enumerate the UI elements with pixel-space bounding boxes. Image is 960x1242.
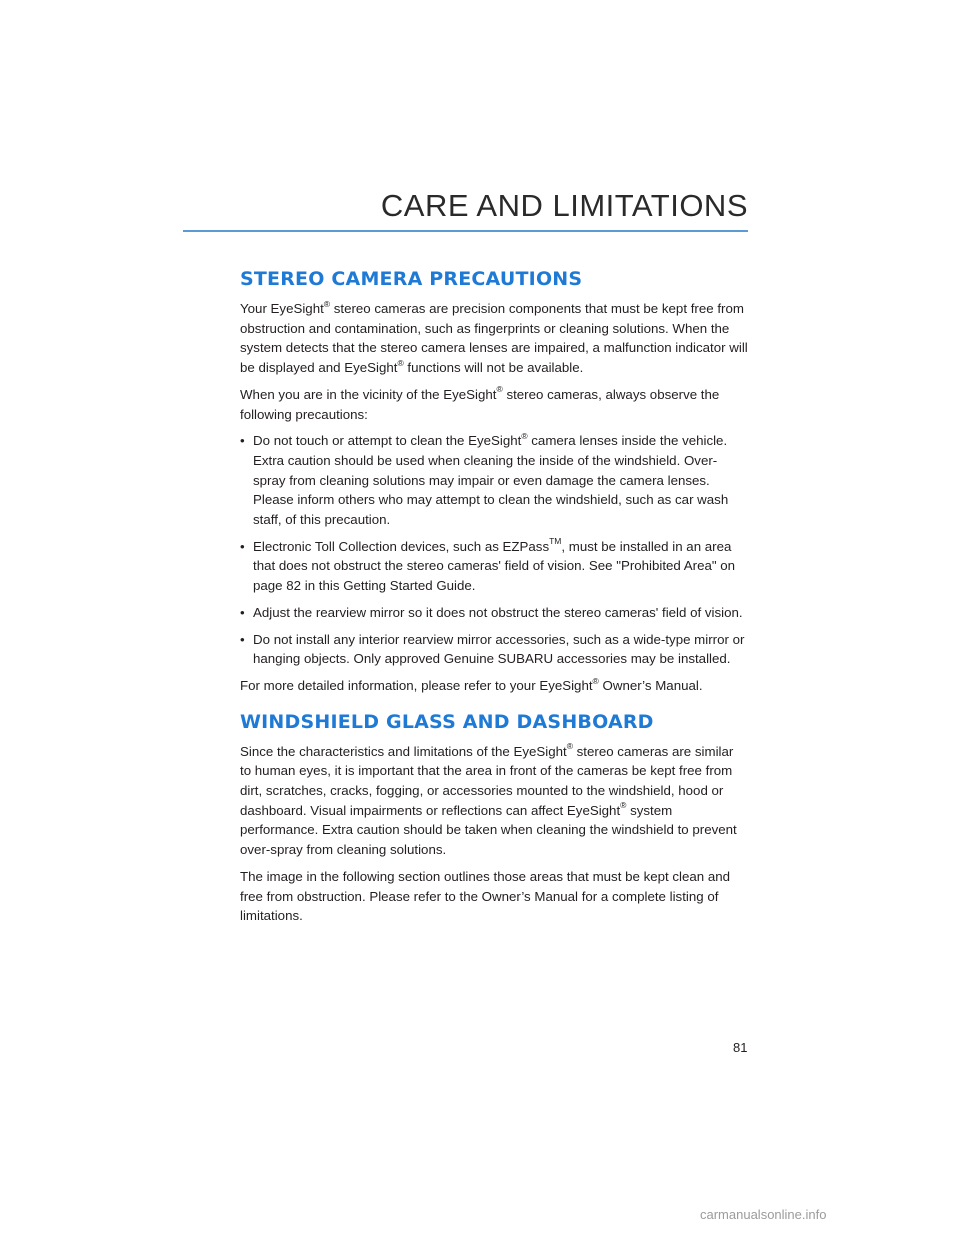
section-title: CARE AND LIMITATIONS [380,188,748,223]
list-item: • Adjust the rearview mirror so it does not obstruct the stereo cameras' field of vision. [240,603,748,623]
registered-mark: ® [496,384,503,395]
registered-mark: ® [397,357,404,368]
header-divider [183,230,748,232]
page-content [240,266,748,933]
list-item: • Do not install any interior rearview mirror accessories, such as a wide-type mirror or hanging objects. Only approved Genuine SUBARU accessories may be installed. [240,630,748,669]
registered-mark: ® [592,675,599,686]
page-number: 81 [733,1040,748,1055]
watermark: carmanualsonline.info [700,1207,827,1222]
registered-mark: ® [521,430,528,441]
heading-stereo-camera-precautions: STEREO CAMERA PRECAUTIONS [240,268,583,290]
heading-windshield-glass-and-dashboard: WINDSHIELD GLASS AND DASHBOARD [240,710,654,733]
paragraph-image-note: The image in the following section outlines those areas that must be kept clean and free from obstruction. Please refer to the Owner’s Manual for a complete listing of limitations. [240,868,731,924]
paragraph-intro: Your EyeSight® stereo cameras are precision components that must be kept free from obstruction and contamination, such as fingerprints or cleaning solutions. When the system detects that the stereo camera lenses are impaired, a malfunction indicator will be displayed and EyeSight® functions will not be available. [240,298,748,376]
trademark-mark: TM [549,536,562,547]
paragraph-precautions-intro: When you are in the vicinity of the EyeSight® stereo cameras, always observe the following precautions: [240,384,720,422]
paragraph-windshield: Since the characteristics and limitations of the EyeSight® stereo cameras are similar to human eyes, it is important that the area in front of the cameras be kept free from dirt, scratches, cracks, fogging, or accessories mounted to the windshield, hood or dashboard. Visual impairments or reflections can affect EyeSight® system performance. Extra caution should be taken when cleaning the windshield to prevent over-spray from cleaning solutions. [240,741,737,858]
registered-mark: ® [323,298,331,309]
paragraph-more-info: For more detailed information, please refer to your EyeSight® Owner’s Manual. [240,675,703,693]
list-item: • Electronic Toll Collection devices, such as EZPass™, must be installed in an area that does not obstruct the stereo cameras' field of vision. See "Prohibited Area" on page 82 in this Getting Started Guide. [240,537,748,596]
precautions-list [240,431,748,669]
registered-mark: ® [620,800,627,811]
list-item: • Do not touch or attempt to clean the EyeSight® camera lenses inside the vehicle. Extra caution should be used when cleaning the inside of the windshield. Over-spray from cleaning solutions may impair or even damage the camera lenses. Please inform others who may attempt to clean the windshield, such as car wash staff, of this precaution. [240,431,748,530]
registered-mark: ® [566,741,573,752]
